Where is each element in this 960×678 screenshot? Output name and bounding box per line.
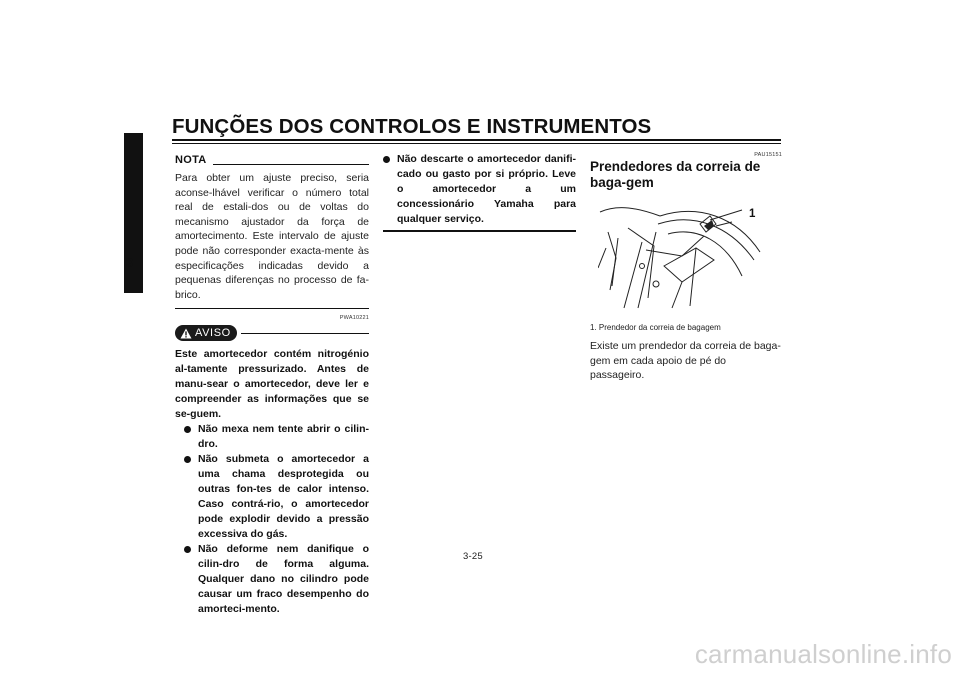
column-right [590, 152, 782, 383]
warning-bullet-list-continued [383, 152, 576, 227]
note-header [175, 152, 369, 166]
bullet-text: Não mexa nem tente abrir o cilin-dro. [198, 423, 369, 451]
bullet-icon [184, 426, 191, 433]
list-item [383, 152, 576, 227]
warning-header [175, 324, 369, 342]
chapter-number: 3 [126, 256, 133, 270]
bullet-icon [184, 546, 191, 553]
column-left [175, 152, 369, 617]
column-middle [383, 152, 576, 232]
warning-code: PWA10221 [339, 315, 369, 322]
warning-end-rule [383, 230, 576, 232]
note-rule [213, 164, 369, 165]
section-body: Existe um prendedor da correia de baga-gem em cada apoio de pé do passageiro. [590, 340, 781, 382]
warning-label: AVISO [195, 327, 231, 340]
note-label: NOTA [175, 154, 207, 166]
section-code: PAU15151 [754, 152, 782, 158]
bullet-text: Não descarte o amortecedor danifi-cado ou gasto por si próprio. Leve o amortecedor a um concessionário Yamaha para qualquer serviço. [397, 153, 576, 225]
figure-caption: 1. Prendedor da correia de bagagem [590, 323, 721, 332]
warning-badge [175, 325, 237, 341]
list-item [175, 422, 369, 452]
figure-callout-number: 1 [749, 208, 756, 220]
note-text: Para obter um ajuste preciso, seria aconse-lhável verificar o número total real de estali-dos ou de voltas do mecanismo ajustador da força de amortecimento. Este intervalo de ajuste pode não corresponder exacta-mente às especificações indicadas devido a pequenas diferenças no processo de fa-brico. [175, 172, 369, 301]
warning-rule [241, 333, 369, 334]
header-rule-thin [172, 143, 781, 144]
note-end-rule [175, 308, 369, 309]
section-title: Prendedores da correia de baga-gem [590, 159, 761, 190]
header-rule [172, 139, 781, 141]
list-item [175, 452, 369, 542]
luggage-strap-holder-figure [598, 198, 766, 310]
warning-triangle-icon [180, 328, 192, 339]
page-title: FUNÇÕES DOS CONTROLOS E INSTRUMENTOS [172, 115, 652, 138]
warning-intro: Este amortecedor contém nitrogénio al-tamente pressurizado. Antes de manu-sear o amortecedor, deve ler e compreender as informações que se se-guem. [175, 348, 369, 421]
bullet-icon [383, 156, 390, 163]
bullet-text: Não deforme nem danifique o cilin-dro de forma alguma. Qualquer dano no cilindro pode causar um fraco desempenho do amorteci-mento. [198, 543, 369, 616]
page-number: 3-25 [463, 551, 483, 562]
list-item [175, 542, 369, 617]
bullet-text: Não submeta o amortecedor a uma chama desprotegida ou outras fon-tes de calor intenso. Caso contrá-rio, o amortecedor pode explodir devido a pressão excessiva do gás. [198, 453, 369, 541]
motorcycle-footrest-illustration [598, 198, 766, 310]
watermark: carmanualsonline.info [694, 639, 952, 669]
bullet-icon [184, 456, 191, 463]
warning-bullet-list [175, 422, 369, 617]
